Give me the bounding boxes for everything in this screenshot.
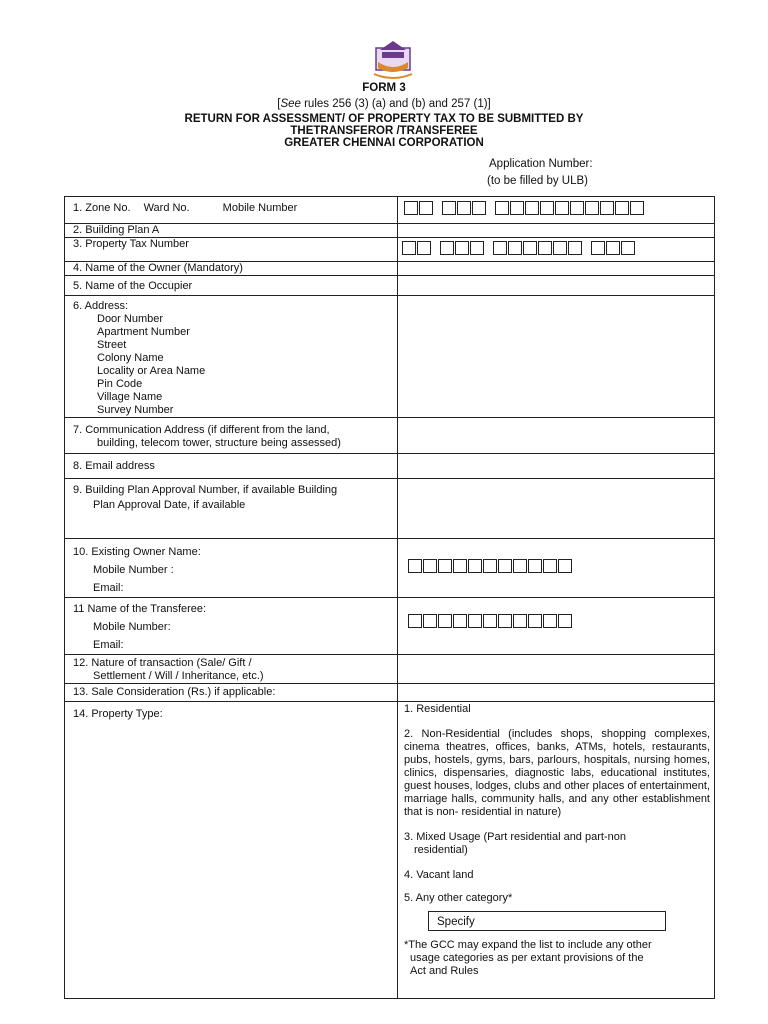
- transferee-label: 11 Name of the Transferee:: [73, 603, 207, 615]
- building-approval-label: 9. Building Plan Approval Number, if available Building: [73, 484, 338, 496]
- address-item: Apartment Number: [97, 326, 190, 338]
- property-type-label: 14. Property Type:: [65, 702, 398, 999]
- rules-see: See: [280, 98, 301, 110]
- communication-address-label-2: building, telecom tower, structure being assessed): [97, 437, 341, 449]
- transferee-mobile-label: Mobile Number:: [93, 621, 171, 633]
- property-type-options: [398, 702, 715, 999]
- address-cell: [65, 296, 398, 418]
- sale-consideration-value[interactable]: [398, 684, 715, 702]
- address-item: Village Name: [97, 391, 163, 403]
- specify-input[interactable]: Specify: [428, 911, 666, 931]
- address-item: Pin Code: [97, 378, 143, 390]
- zone-input-boxes[interactable]: [404, 201, 434, 215]
- property-type-vacant-land[interactable]: 4. Vacant land: [404, 869, 474, 881]
- address-item: Locality or Area Name: [97, 365, 206, 377]
- address-item: Survey Number: [97, 404, 174, 416]
- communication-address-label: 7. Communication Address (if different from the land,: [73, 424, 330, 436]
- transaction-nature-cell: [65, 655, 398, 684]
- row-zone-ward-mobile: [65, 197, 715, 224]
- building-plan-label: 2. Building Plan A: [65, 224, 398, 238]
- existing-owner-value: [398, 539, 715, 598]
- zone-label: Zone No.: [85, 202, 131, 214]
- property-type-mixed[interactable]: [404, 831, 714, 857]
- property-type-residential[interactable]: 1. Residential: [404, 703, 471, 715]
- transferee-email-label: Email:: [93, 639, 124, 651]
- form-title-line2: THETRANSFEROR /TRANSFEREE: [290, 125, 478, 137]
- property-tax-number-label: 3. Property Tax Number: [65, 238, 398, 262]
- rules-reference: [0, 98, 768, 110]
- gcc-note: [404, 939, 714, 978]
- existing-owner-label: 10. Existing Owner Name:: [73, 546, 201, 558]
- mobile-input-boxes[interactable]: [495, 201, 645, 215]
- r1-num: 1.: [73, 202, 83, 214]
- gcc-note-line3: Act and Rules: [410, 965, 479, 977]
- address-item: Door Number: [97, 313, 164, 325]
- building-approval-value[interactable]: [398, 479, 715, 539]
- rules-open: [: [277, 98, 281, 110]
- address-item: Street: [97, 339, 127, 351]
- email-value[interactable]: [398, 454, 715, 479]
- transferee-mobile-boxes[interactable]: [408, 614, 714, 628]
- transaction-nature-label: 12. Nature of transaction (Sale/ Gift /: [73, 657, 252, 669]
- property-type-non-residential[interactable]: 2. Non-Residential (includes shops, shopping complexes, cinema theatres, offices, banks, ATMs, hotels, restaurants, pubs, hostels, gyms, bars, parlours, hospitals, nursing homes, clinics, dispensaries, diagnostic labs, educational institutes, guest houses, lodges, clubs and other places of entertainment, marriage halls, community halls, and any other establishment that is non- residential in nature): [404, 728, 710, 818]
- ward-input-boxes[interactable]: [442, 201, 487, 215]
- transferee-value: [398, 598, 715, 655]
- form-title-line1: RETURN FOR ASSESSMENT/ OF PROPERTY TAX TO BE SUBMITTED BY: [184, 113, 584, 125]
- existing-owner-mobile-boxes[interactable]: [408, 559, 714, 573]
- corporation-emblem-icon: [370, 38, 416, 80]
- mixed-usage-label-2: residential): [414, 844, 468, 856]
- email-label: 8. Email address: [65, 454, 398, 479]
- mixed-usage-label: 3. Mixed Usage (Part residential and part-non: [404, 831, 626, 843]
- building-plan-value[interactable]: [398, 224, 715, 238]
- transferee-cell: [65, 598, 398, 655]
- ward-label: Ward No.: [143, 202, 190, 214]
- building-approval-cell: [65, 479, 398, 539]
- gcc-note-line1: *The GCC may expand the list to include any other: [404, 939, 652, 951]
- communication-address-value[interactable]: [398, 418, 715, 454]
- zone-ward-labels: [65, 197, 398, 224]
- existing-owner-email-label: Email:: [93, 582, 124, 594]
- building-approval-label-2: Plan Approval Date, if available: [93, 499, 246, 511]
- existing-owner-mobile-label: Mobile Number :: [93, 564, 174, 576]
- property-tax-number-boxes[interactable]: [398, 238, 715, 262]
- address-value[interactable]: [398, 296, 715, 418]
- owner-name-value[interactable]: [398, 262, 715, 276]
- address-label: 6. Address:: [73, 300, 129, 312]
- sale-consideration-label: 13. Sale Consideration (Rs.) if applicable:: [65, 684, 398, 702]
- property-type-other[interactable]: 5. Any other category*: [404, 892, 513, 904]
- owner-name-label: 4. Name of the Owner (Mandatory): [65, 262, 398, 276]
- transaction-nature-label-2: Settlement / Will / Inheritance, etc.): [93, 670, 264, 682]
- assessment-form-table: [64, 196, 715, 999]
- occupier-name-value[interactable]: [398, 276, 715, 296]
- form-number: FORM 3: [362, 82, 406, 94]
- address-items: [73, 313, 397, 417]
- existing-owner-cell: [65, 539, 398, 598]
- communication-address-cell: [65, 418, 398, 454]
- mobile-label: Mobile Number: [222, 202, 298, 214]
- gcc-note-line2: usage categories as per extant provisions of the: [410, 952, 644, 964]
- rules-text: rules 256 (3) (a) and (b) and 257 (1)]: [300, 98, 491, 110]
- transaction-nature-value[interactable]: [398, 655, 715, 684]
- application-number-note: (to be filled by ULB): [487, 175, 588, 187]
- form-title-line3: GREATER CHENNAI CORPORATION: [284, 137, 484, 149]
- zone-ward-mobile-boxes: [398, 197, 715, 224]
- address-item: Colony Name: [97, 352, 164, 364]
- occupier-name-label: 5. Name of the Occupier: [65, 276, 398, 296]
- application-number-label: Application Number:: [489, 158, 593, 170]
